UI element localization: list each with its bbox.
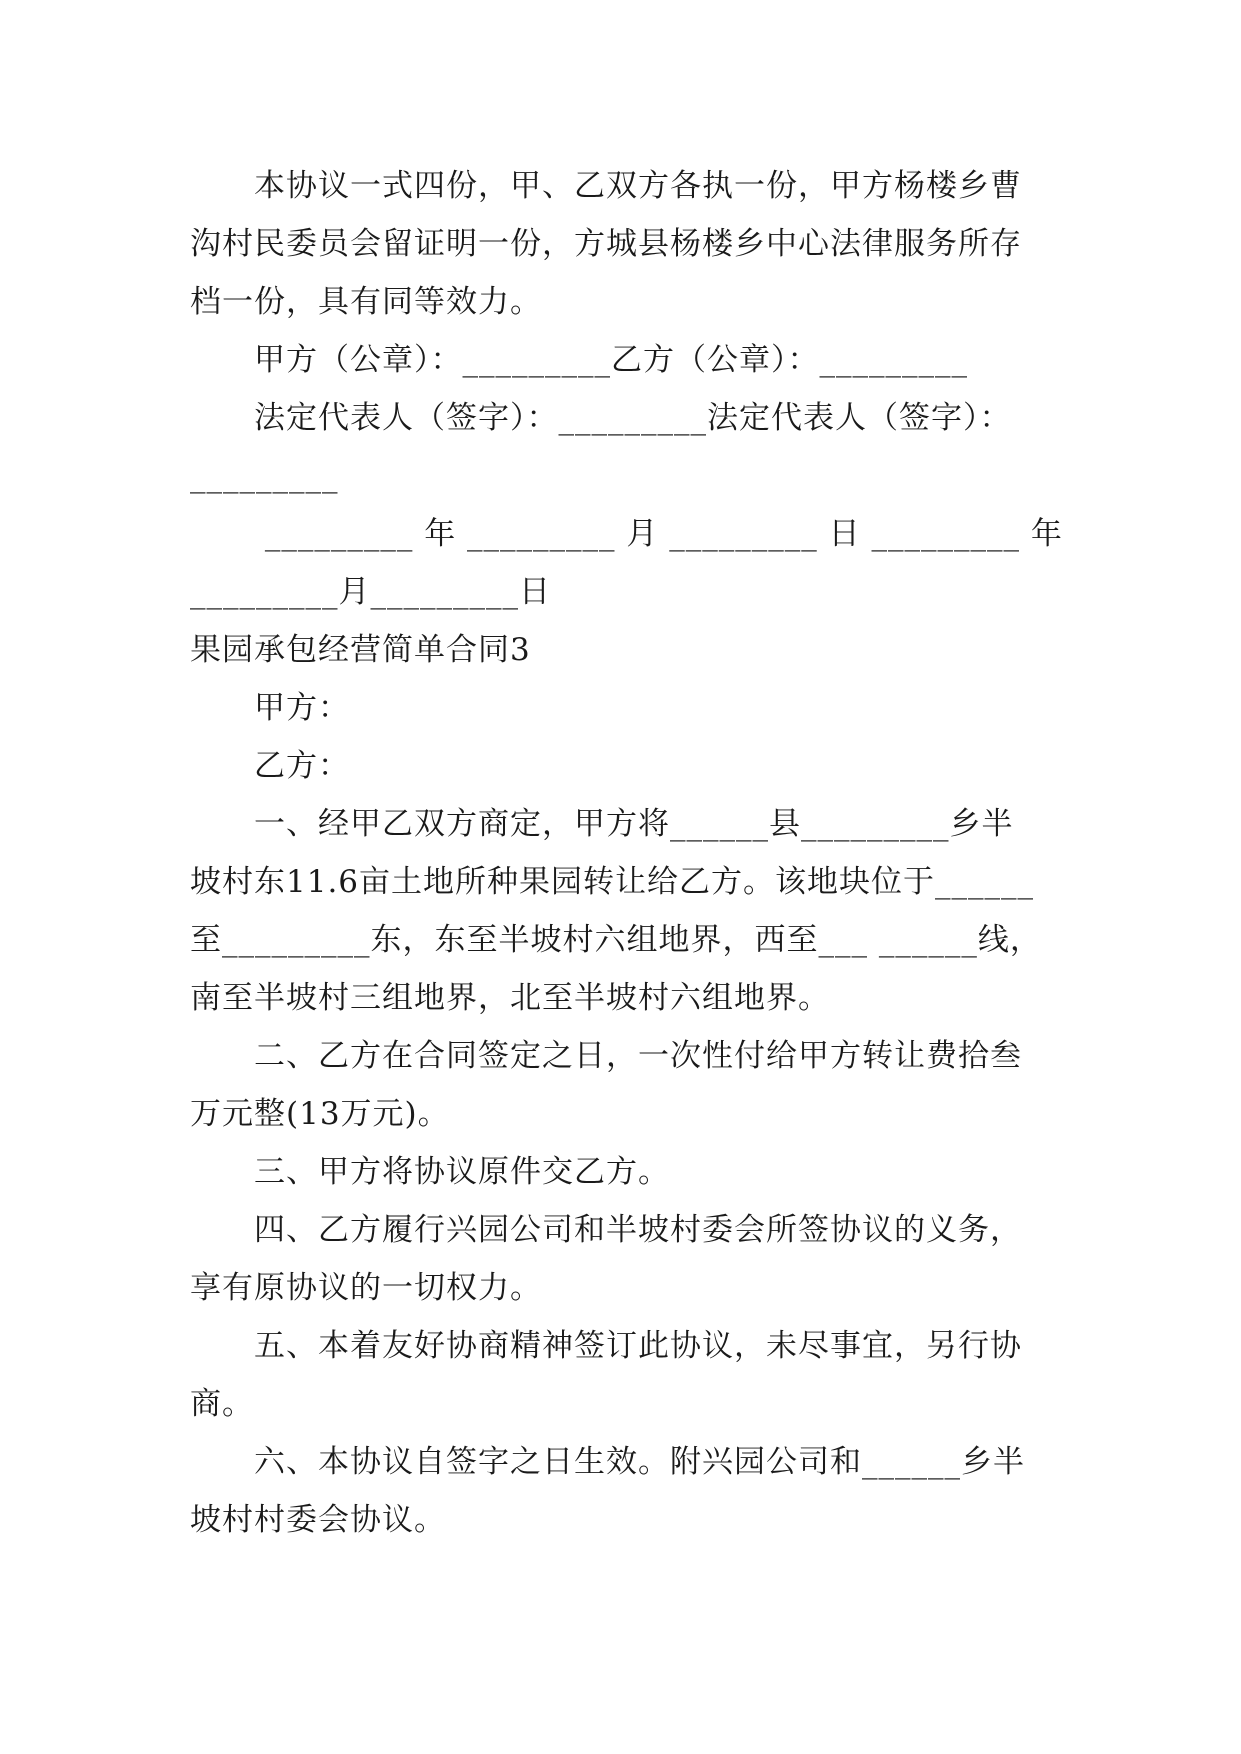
text-line: 甲方（公章）：_________乙方（公章）：_________	[190, 342, 968, 378]
text-line: 享有原协议的一切权力。	[190, 1270, 542, 1306]
text-line: _________月_________日	[190, 574, 551, 610]
text-line: 甲方：	[190, 690, 350, 726]
text-line: 乙方：	[190, 748, 350, 784]
text-line: 南至半坡村三组地界，北至半坡村六组地界。	[190, 980, 830, 1016]
text-line: 六、本协议自签字之日生效。附兴园公司和______乡半	[190, 1444, 1025, 1480]
text-line: 三、甲方将协议原件交乙方。	[190, 1154, 670, 1190]
text-line: 四、乙方履行兴园公司和半坡村委会所签协议的义务，	[190, 1212, 1022, 1248]
text-line: 坡村东11.6亩土地所种果园转让给乙方。该地块位于______	[190, 864, 1035, 900]
text-line: 沟村民委员会留证明一份，方城县杨楼乡中心法律服务所存	[190, 226, 1022, 262]
text-line: 万元整(13万元)。	[190, 1096, 450, 1132]
text-line: 法定代表人（签字）：_________法定代表人（签字）：	[190, 400, 1012, 436]
text-line: _________ 年 _________ 月 _________ 日 _________ 年	[190, 516, 1063, 552]
text-line: 二、乙方在合同签定之日，一次性付给甲方转让费拾叁	[190, 1038, 1022, 1074]
text-line: 坡村村委会协议。	[190, 1502, 446, 1538]
text-line: 五、本着友好协商精神签订此协议，未尽事宜，另行协	[190, 1328, 1022, 1364]
text-line: 档一份，具有同等效力。	[190, 284, 542, 320]
text-line: _________	[190, 458, 339, 494]
text-line: 至_________东，东至半坡村六组地界，西至___ ______线，	[190, 922, 1042, 958]
text-line: 本协议一式四份，甲、乙双方各执一份，甲方杨楼乡曹	[190, 168, 1022, 204]
section-heading: 果园承包经营简单合同3	[190, 632, 531, 668]
text-line: 商。	[190, 1386, 254, 1422]
text-line: 一、经甲乙双方商定，甲方将______县_________乡半	[190, 806, 1014, 842]
